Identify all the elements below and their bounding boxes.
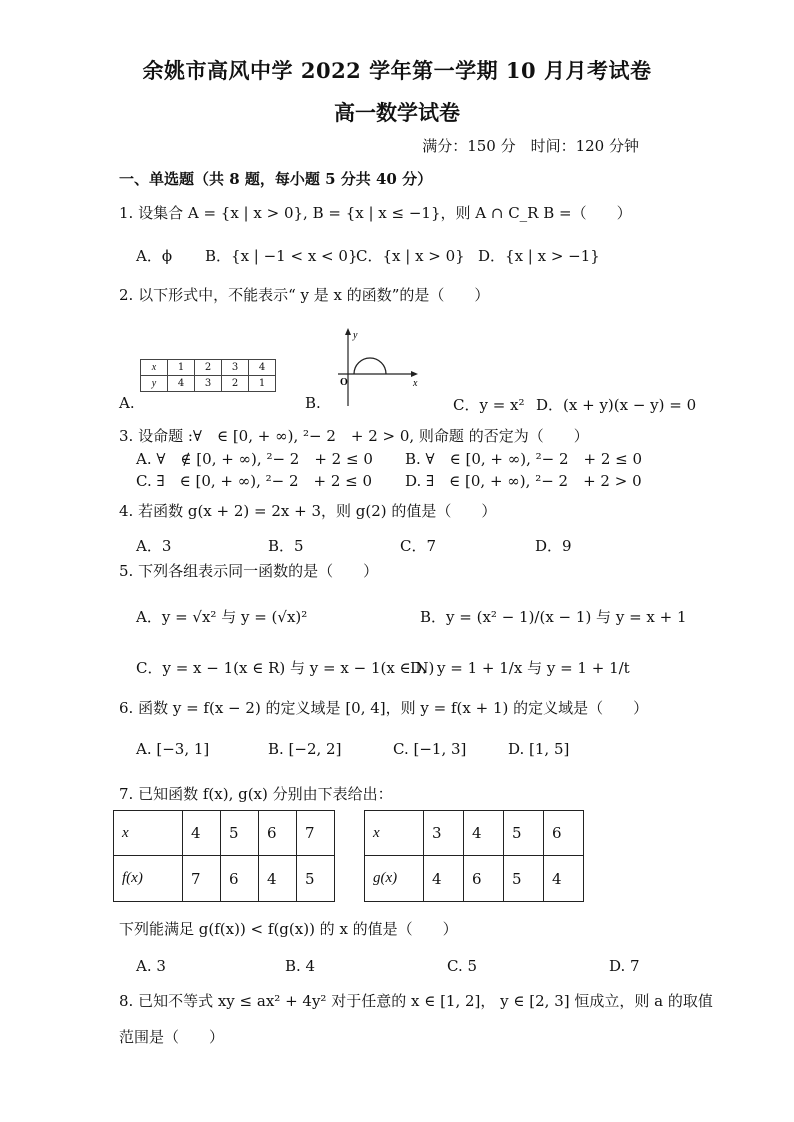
- q6-option-c: C. [−1, 3]: [393, 740, 467, 758]
- q3-option-c: C. ∃ ∈ [0, + ∞), ²− 2 + 2 ≤ 0: [136, 472, 373, 490]
- table-cell: 6: [544, 811, 584, 856]
- q4-stem: 4. 若函数 g(x + 2) = 2x + 3，则 g(2) 的值是（ ）: [119, 502, 497, 520]
- q1-option-c: C．{x | x > 0}: [356, 247, 465, 265]
- table-cell: 6: [259, 811, 297, 856]
- exam-subtitle: 高一数学试卷: [334, 100, 460, 125]
- q6-stem: 6. 函数 y = f(x − 2) 的定义域是 [0, 4]，则 y = f(x + 1) 的定义域是（ ）: [119, 699, 649, 717]
- q2-option-b-graph: [328, 326, 420, 406]
- exam-title: 余姚市高风中学 2022 学年第一学期 10 月月考试卷: [142, 58, 652, 83]
- q7-option-b: B. 4: [285, 957, 316, 975]
- q8-stem-cont: 范围是（ ）: [119, 1028, 225, 1046]
- q4-option-a: A．3: [136, 537, 172, 555]
- q6-option-a: A. [−3, 1]: [136, 740, 210, 758]
- table-cell: 4: [168, 376, 195, 392]
- q7-f-table: [113, 810, 335, 902]
- q6-option-d: D. [1, 5]: [508, 740, 570, 758]
- q2-option-b: B.: [305, 394, 321, 412]
- table-cell: 4: [544, 856, 584, 902]
- table-cell: f(x): [114, 856, 183, 902]
- table-cell: 6: [464, 856, 504, 902]
- q3-option-d: D. ∃ ∈ [0, + ∞), ²− 2 + 2 > 0: [405, 472, 642, 490]
- q7-option-c: C. 5: [447, 957, 478, 975]
- table-cell: 1: [249, 376, 276, 392]
- table-cell: 4: [424, 856, 464, 902]
- x-axis-arrow: [411, 371, 418, 377]
- table-cell: 2: [195, 360, 222, 376]
- q3-option-b: B. ∀ ∈ [0, + ∞), ²− 2 + 2 ≤ 0: [405, 450, 643, 468]
- q1-option-a: A．ϕ: [136, 247, 173, 265]
- table-cell: 7: [297, 811, 335, 856]
- q2-option-a-table: [140, 359, 276, 392]
- q6-option-b: B. [−2, 2]: [268, 740, 342, 758]
- table-cell: 3: [195, 376, 222, 392]
- q1-stem: 1. 设集合 A = {x | x > 0}, B = {x | x ≤ −1}，则 A ∩ C_R B =（ ）: [119, 204, 632, 222]
- table-cell: 1: [168, 360, 195, 376]
- q7-stem: 7. 已知函数 f(x), g(x) 分别由下表给出：: [119, 785, 393, 803]
- table-cell: 3: [424, 811, 464, 856]
- y-axis-label: y: [353, 330, 358, 341]
- q7-option-a: A. 3: [136, 957, 166, 975]
- origin-label: O: [340, 377, 348, 388]
- x-axis-label: x: [413, 378, 418, 389]
- q4-option-b: B．5: [268, 537, 304, 555]
- q1-option-d: D．{x | x > −1}: [478, 247, 600, 265]
- table-cell: 4: [249, 360, 276, 376]
- q1-option-b: B．{x | −1 < x < 0}: [205, 247, 358, 265]
- q5-option-a: A．y = √x² 与 y = (√x)²: [136, 608, 308, 626]
- table-cell: x: [114, 811, 183, 856]
- table-cell: g(x): [365, 856, 424, 902]
- table-cell: 5: [504, 811, 544, 856]
- table-cell: 6: [221, 856, 259, 902]
- q2-stem: 2. 以下形式中，不能表示“ y 是 x 的函数”的是（ ）: [119, 286, 490, 304]
- table-cell: x: [141, 360, 168, 376]
- table-cell: x: [365, 811, 424, 856]
- exam-meta: 满分：150 分 时间：120 分钟: [422, 137, 639, 155]
- q8-stem: 8. 已知不等式 xy ≤ ax² + 4y² 对于任意的 x ∈ [1, 2]， y ∈ [2, 3] 恒成立，则 a 的取值: [119, 992, 713, 1010]
- q2-option-a: A.: [119, 394, 135, 412]
- q2-option-c: C．y = x²: [453, 396, 525, 414]
- q4-option-d: D．9: [535, 537, 572, 555]
- table-cell: 5: [221, 811, 259, 856]
- q7-follow: 下列能满足 g(f(x)) < f(g(x)) 的 x 的值是（ ）: [119, 920, 458, 938]
- y-axis-arrow: [345, 328, 351, 335]
- table-cell: 7: [183, 856, 221, 902]
- q2-option-d: D．(x + y)(x − y) = 0: [536, 396, 697, 414]
- q7-option-d: D. 7: [609, 957, 640, 975]
- q5-option-c: C．y = x − 1(x ∈ R) 与 y = x − 1(x ∈ N): [136, 659, 435, 677]
- q3-stem: 3. 设命题 :∀ ∈ [0, + ∞), ²− 2 + 2 > 0, 则命题 的否定为（ ）: [119, 427, 589, 445]
- q3-option-a: A. ∀ ∉ [0, + ∞), ²− 2 + 2 ≤ 0: [136, 450, 373, 468]
- table-cell: 4: [183, 811, 221, 856]
- q4-option-c: C．7: [400, 537, 437, 555]
- q5-option-b: B．y = (x² − 1)/(x − 1) 与 y = x + 1: [420, 608, 687, 626]
- table-cell: 4: [464, 811, 504, 856]
- q7-g-table: [364, 810, 584, 902]
- table-cell: 5: [297, 856, 335, 902]
- q5-option-d: D．y = 1 + 1/x 与 y = 1 + 1/t: [410, 659, 630, 677]
- table-cell: 2: [222, 376, 249, 392]
- table-cell: y: [141, 376, 168, 392]
- q5-stem: 5. 下列各组表示同一函数的是（ ）: [119, 562, 379, 580]
- table-cell: 5: [504, 856, 544, 902]
- semicircle-curve: [354, 358, 386, 374]
- table-cell: 4: [259, 856, 297, 902]
- section-heading: 一、单选题（共 8 题，每小题 5 分共 40 分）: [119, 170, 433, 188]
- table-cell: 3: [222, 360, 249, 376]
